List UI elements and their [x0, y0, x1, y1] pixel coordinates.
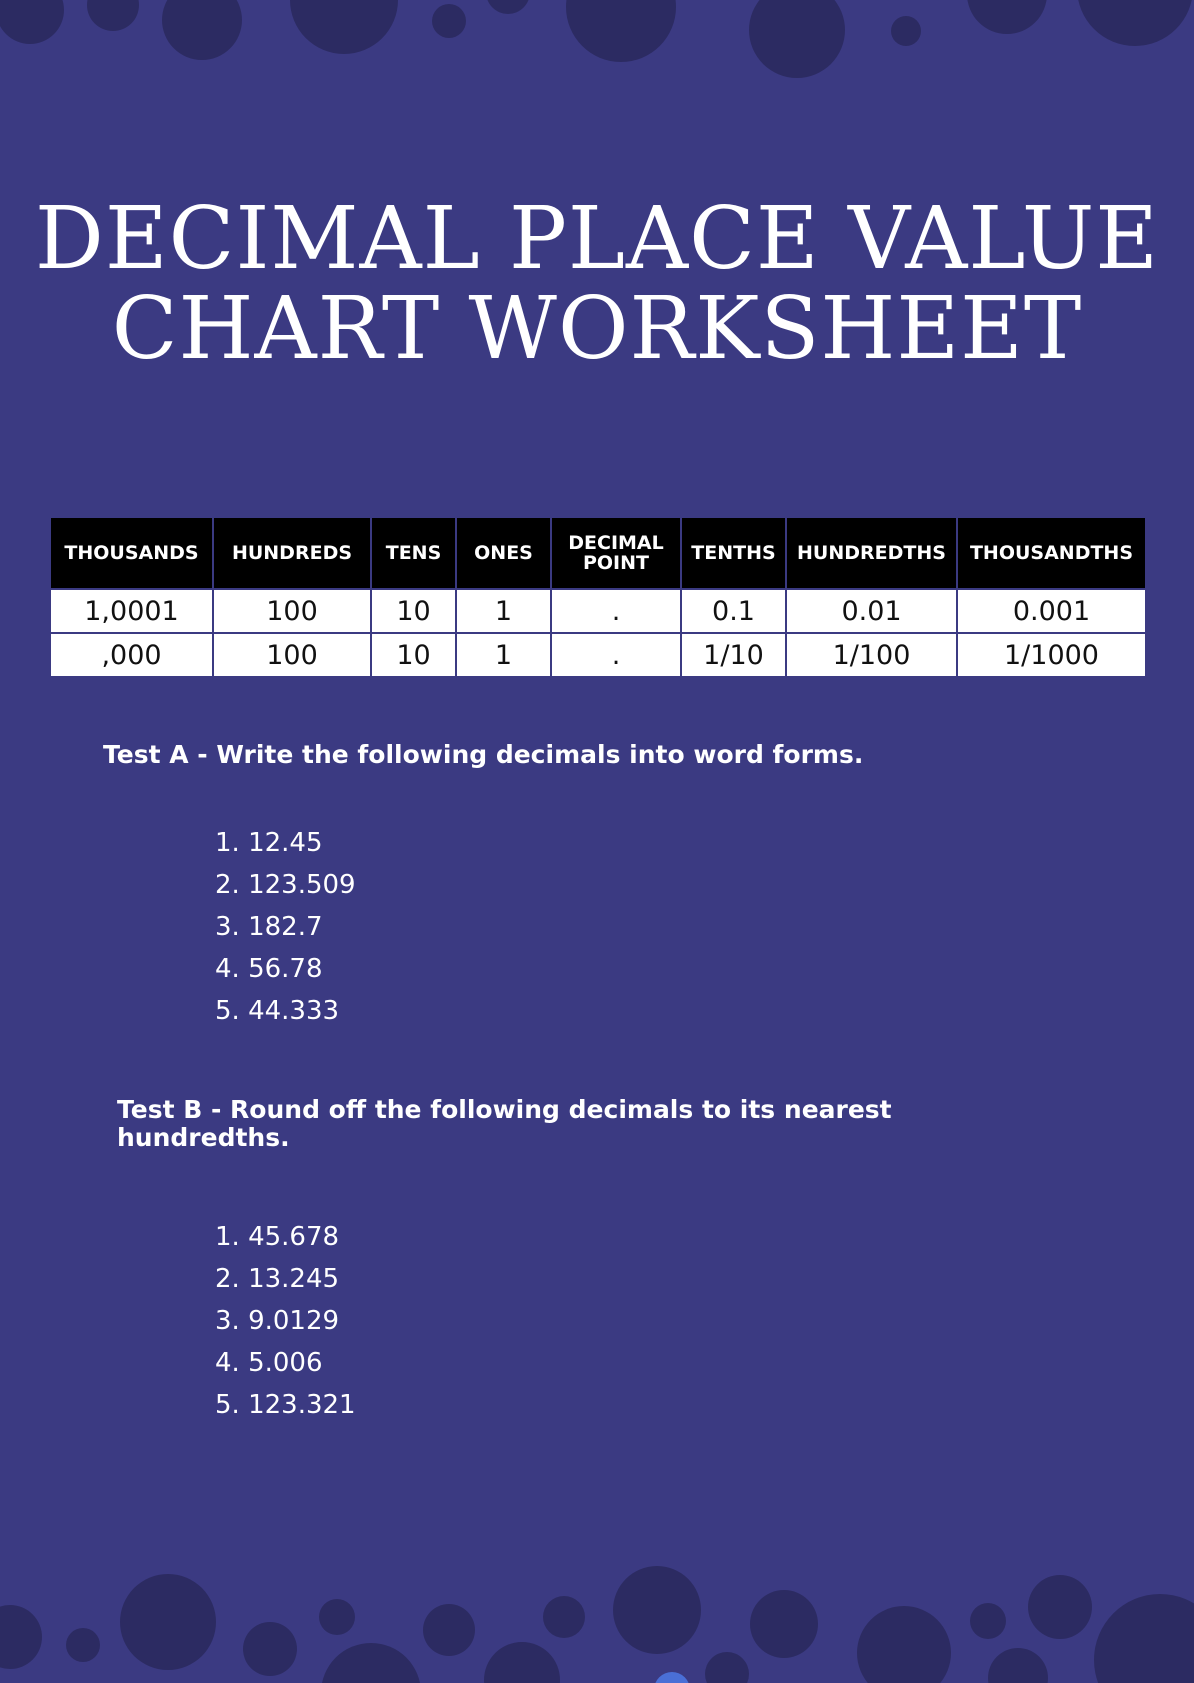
bubble	[857, 1606, 951, 1683]
bubble	[120, 1574, 216, 1670]
bubble	[0, 1605, 42, 1669]
table-cell: 10	[371, 589, 456, 633]
bubble	[613, 1566, 701, 1654]
column-header-tenths: TENTHS	[681, 517, 786, 589]
list-item: 5. 44.333	[215, 996, 340, 1026]
table-cell: 1	[456, 633, 551, 677]
bubble	[750, 1590, 818, 1658]
list-item: 1. 12.45	[215, 828, 323, 858]
table-cell: 1/100	[786, 633, 957, 677]
bubble	[988, 1648, 1048, 1683]
bubble	[891, 16, 921, 46]
table-row	[50, 633, 1146, 677]
bubble	[423, 1604, 475, 1656]
bubble	[543, 1596, 585, 1638]
bubble	[1028, 1575, 1092, 1639]
table-cell: 100	[213, 589, 371, 633]
bubble	[1094, 1594, 1194, 1683]
table-row	[50, 589, 1146, 633]
table-cell: 1/1000	[957, 633, 1146, 677]
table-cell: 1	[456, 589, 551, 633]
table-header-row	[50, 517, 1146, 589]
table-cell: 1/10	[681, 633, 786, 677]
accent-bubble	[654, 1672, 690, 1683]
bubble	[749, 0, 845, 78]
table-cell: .	[551, 589, 681, 633]
bubble	[1077, 0, 1193, 46]
bubble	[970, 1603, 1006, 1639]
bubble	[162, 0, 242, 60]
bubble	[319, 1599, 355, 1635]
table-cell: .	[551, 633, 681, 677]
list-item: 4. 56.78	[215, 954, 323, 984]
column-header-hundreds: HUNDREDS	[213, 517, 371, 589]
column-header-decimal-point: DECIMAL POINT	[551, 517, 681, 589]
bubble	[484, 1642, 560, 1683]
bubble	[66, 1628, 100, 1662]
bubble	[290, 0, 398, 54]
test-a-heading: Test A - Write the following decimals into word forms.	[103, 740, 864, 769]
bubble	[967, 0, 1047, 34]
bubble	[432, 4, 466, 38]
column-header-thousands: THOUSANDS	[50, 517, 213, 589]
column-header-thousandths: THOUSANDTHS	[957, 517, 1146, 589]
table-cell: 0.01	[786, 589, 957, 633]
table-cell: 10	[371, 633, 456, 677]
bubble	[87, 0, 139, 31]
bubble	[321, 1643, 421, 1683]
table-cell: 0.001	[957, 589, 1146, 633]
list-item: 4. 5.006	[215, 1348, 323, 1378]
page-title-line-2: CHART WORKSHEET	[111, 279, 1083, 379]
bubble	[566, 0, 676, 62]
table-cell: 0.1	[681, 589, 786, 633]
test-b-heading: Test B - Round off the following decimals to its nearest hundredths.	[117, 1095, 892, 1152]
bubble	[705, 1652, 749, 1683]
test-a-list	[215, 822, 356, 1032]
page-title-line-1: DECIMAL PLACE VALUE	[34, 189, 1160, 289]
table-cell: ,000	[50, 633, 213, 677]
table-cell: 100	[213, 633, 371, 677]
list-item: 2. 13.245	[215, 1264, 340, 1294]
bubble	[486, 0, 530, 14]
place-value-table	[49, 516, 1147, 678]
list-item: 5. 123.321	[215, 1390, 356, 1420]
list-item: 2. 123.509	[215, 870, 356, 900]
column-header-hundredths: HUNDREDTHS	[786, 517, 957, 589]
list-item: 3. 182.7	[215, 912, 323, 942]
column-header-tens: TENS	[371, 517, 456, 589]
test-b-list	[215, 1216, 356, 1426]
column-header-ones: ONES	[456, 517, 551, 589]
bubble	[0, 0, 64, 44]
bubble	[243, 1622, 297, 1676]
list-item: 3. 9.0129	[215, 1306, 340, 1336]
list-item: 1. 45.678	[215, 1222, 340, 1252]
table-cell: 1,0001	[50, 589, 213, 633]
